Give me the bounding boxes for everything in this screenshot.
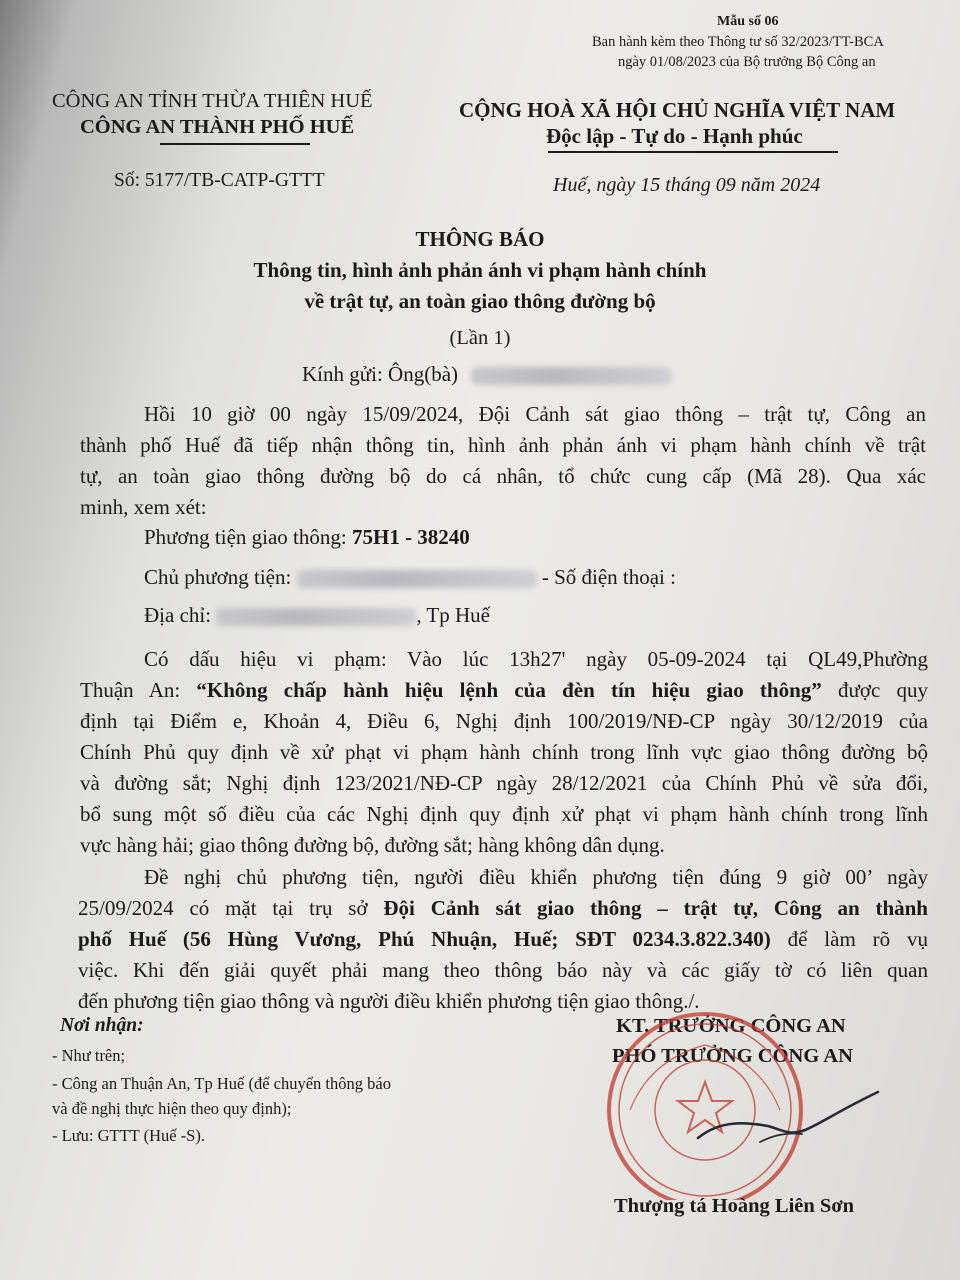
agency-underline xyxy=(160,143,310,145)
redacted-recipient-name xyxy=(471,367,671,385)
recipient-item: - Lưu: GTTT (Huế -S). xyxy=(52,1126,205,1145)
address-line xyxy=(144,600,490,631)
redacted-owner-name xyxy=(297,570,537,588)
violation-line-2 xyxy=(80,675,928,706)
vehicle-label: Phương tiện giao thông: xyxy=(144,525,352,549)
recipient-item: - Công an Thuận An, Tp Huế (để chuyển thông báo xyxy=(52,1074,391,1093)
request-line-3-suffix: để làm rõ vụ xyxy=(770,927,928,951)
motto-underline xyxy=(548,151,838,153)
intro-line-3: tự, an toàn giao thông đường bộ do cá nhân, tổ chức cung cấp (Mã 28). Qua xác xyxy=(80,464,926,488)
request-line-2 xyxy=(78,893,928,924)
redacted-address xyxy=(216,608,416,626)
request-line-1: Đề nghị chủ phương tiện, người điều khiển phương tiện đúng 9 giờ 00’ ngày xyxy=(144,865,928,889)
request-line-3 xyxy=(78,924,928,955)
form-issued-date: ngày 01/08/2023 của Bộ trưởng Bộ Công an xyxy=(618,54,876,70)
signature-title-1: KT. TRƯỞNG CÔNG AN xyxy=(616,1015,846,1037)
violation-line-1: Có dấu hiệu vi phạm: Vào lúc 13h27' ngày 05-09-2024 tại QL49,Phường xyxy=(144,647,928,671)
request-line-5: đến phương tiện giao thông và người điều khiển phương tiện giao thông./. xyxy=(78,989,700,1013)
request-address: phố Huế (56 Hùng Vương, Phú Nhuận, Huế; SĐT 0234.3.822.340) xyxy=(78,927,771,951)
request-office: Đội Cảnh sát giao thông – trật tự, Công an thành xyxy=(383,896,928,920)
violation-location: Thuận An: xyxy=(80,678,197,702)
agency-parent: CÔNG AN TỈNH THỪA THIÊN HUẾ xyxy=(52,90,373,112)
recipient-line xyxy=(302,362,671,387)
violation-line-6: bổ sung một số điều của các Nghị định quy định xử phạt vi phạm hành chính trong lĩnh xyxy=(80,802,928,826)
owner-line xyxy=(144,562,676,593)
violation-line-3: định tại Điểm e, Khoản 4, Điều 6, Nghị định 100/2019/NĐ-CP ngày 30/12/2019 của xyxy=(80,709,928,733)
agency-name: CÔNG AN THÀNH PHỐ HUẾ xyxy=(80,116,355,138)
owner-label: Chủ phương tiện: xyxy=(144,565,297,589)
violation-line-2-suffix: được quy xyxy=(821,678,928,702)
request-date: 25/09/2024 có mặt tại trụ sở xyxy=(78,896,384,920)
place-date: Huế, ngày 15 tháng 09 năm 2024 xyxy=(553,174,821,196)
form-issued-with: Ban hành kèm theo Thông tư số 32/2023/TT-BCA xyxy=(592,34,884,50)
notice-subtitle-2: về trật tự, an toàn giao thông đường bộ xyxy=(304,289,656,313)
notice-subtitle-1: Thông tin, hình ảnh phản ánh vi phạm hành chính xyxy=(253,258,707,282)
violation-line-4: Chính Phủ quy định về xử phạt vi phạm hành chính trong lĩnh vực giao thông đường bộ xyxy=(80,740,928,764)
intro-line-2: thành phố Huế đã tiếp nhận thông tin, hình ảnh phản ánh vi phạm hành chính về trật xyxy=(80,433,926,457)
request-line-4: việc. Khi đến giải quyết phải mang theo thông báo này và các giấy tờ có liên quan xyxy=(78,958,928,982)
address-city: , Tp Huế xyxy=(416,603,490,627)
violation-line-7: vực hàng hải; giao thông đường bộ, đường sắt; hàng không dân dụng. xyxy=(80,833,665,857)
recipients-heading: Nơi nhận: xyxy=(60,1015,144,1036)
national-motto: Độc lập - Tự do - Hạnh phúc xyxy=(546,124,803,148)
handwritten-signature xyxy=(690,1080,890,1160)
license-plate: 75H1 - 38240 xyxy=(351,525,470,549)
violation-line-5: và đường sắt; Nghị định 123/2021/NĐ-CP ngày 28/12/2021 của Chính Phủ về sửa đổi, xyxy=(80,771,928,795)
phone-label: - Số điện thoại : xyxy=(536,565,676,589)
violation-description: “Không chấp hành hiệu lệnh của đèn tín hiệu giao thông” xyxy=(196,678,822,702)
signer-name: Thượng tá Hoàng Liên Sơn xyxy=(614,1195,855,1217)
signature-title-2: PHÓ TRƯỞNG CÔNG AN xyxy=(612,1045,853,1067)
recipient-item: - Như trên; xyxy=(52,1046,126,1065)
address-label: Địa chỉ: xyxy=(144,603,217,627)
recipient-item: và đề nghị thực hiện theo quy định); xyxy=(52,1099,292,1118)
notice-round: (Lần 1) xyxy=(449,327,511,349)
notice-title: THÔNG BÁO xyxy=(415,227,545,251)
intro-line-1: Hồi 10 giờ 00 ngày 15/09/2024, Đội Cảnh sát giao thông – trật tự, Công an xyxy=(144,402,926,426)
form-number: Mẫu số 06 xyxy=(717,14,779,29)
country-name: CỘNG HOÀ XÃ HỘI CHỦ NGHĨA VIỆT NAM xyxy=(459,98,896,122)
recipient-label: Kính gửi: Ông(bà) xyxy=(302,362,459,386)
document-number: Số: 5177/TB-CATP-GTTT xyxy=(114,170,325,191)
vehicle-line xyxy=(144,522,470,553)
intro-line-4: minh, xem xét: xyxy=(80,495,207,519)
